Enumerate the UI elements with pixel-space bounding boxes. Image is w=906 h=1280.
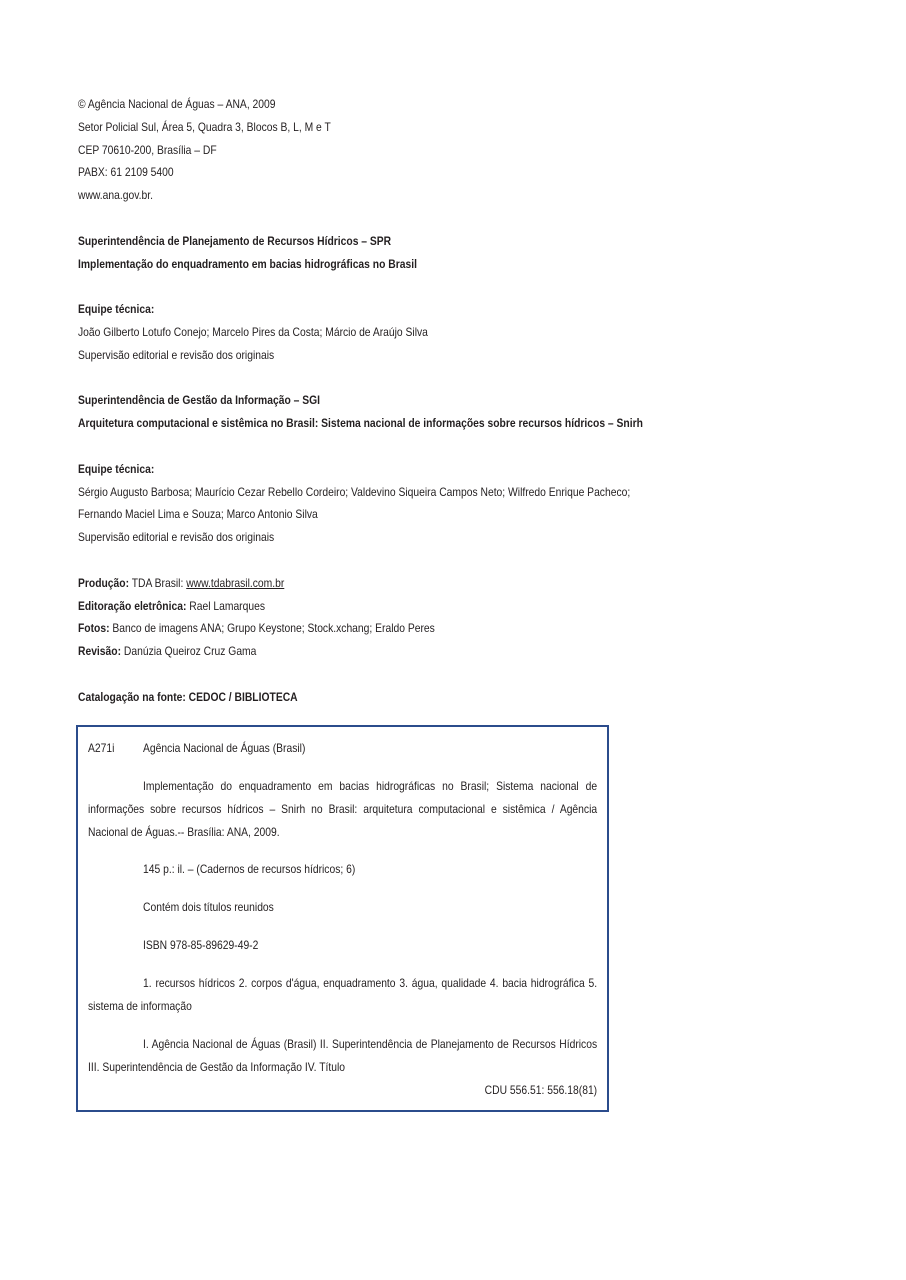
cataloging-header-row bbox=[88, 737, 597, 760]
spr-team-label: Equipe técnica: bbox=[78, 302, 155, 317]
cep-line: CEP 70610-200, Brasília – DF bbox=[78, 142, 217, 157]
spr-subtitle: Implementação do enquadramento em bacias hidrográficas no Brasil bbox=[78, 256, 417, 271]
cataloging-subjects: 1. recursos hídricos 2. corpos d'água, enquadramento 3. água, qualidade 4. bacia hidrográfica 5. sistema de informação bbox=[88, 976, 598, 1013]
sgi-team-line1: Sérgio Augusto Barbosa; Maurício Cezar Rebello Cordeiro; Valdevino Siqueira Campos Neto; Wilfredo Enrique Pacheco; bbox=[78, 484, 631, 499]
credits-page bbox=[78, 93, 838, 709]
copyright-line: © Agência Nacional de Águas – ANA, 2009 bbox=[78, 97, 276, 111]
editing-label: Editoração eletrônica: bbox=[78, 598, 187, 613]
photos-line bbox=[78, 617, 732, 640]
cataloging-secondary: I. Agência Nacional de Águas (Brasil) II. Superintendência de Planejamento de Recursos Hídricos III. Superintendência de Gestão da Informação IV. Título bbox=[88, 1037, 598, 1074]
editing-value: Rael Lamarques bbox=[189, 598, 266, 613]
cataloging-pages: 145 p.: il. – (Cadernos de recursos hídricos; 6) bbox=[143, 862, 356, 876]
spr-team: João Gilberto Lotufo Conejo; Marcelo Pires da Costa; Márcio de Araújo Silva bbox=[78, 324, 428, 339]
cataloging-pages-block bbox=[88, 858, 597, 881]
cataloging-cdu: CDU 556.51: 556.18(81) bbox=[484, 1083, 598, 1097]
photos-value: Banco de imagens ANA; Grupo Keystone; Stock.xchang; Eraldo Peres bbox=[112, 621, 435, 636]
cataloging-author: Agência Nacional de Águas (Brasil) bbox=[143, 741, 306, 755]
cataloging-title-entry: Implementação do enquadramento em bacias hidrográficas no Brasil; Sistema nacional de informações sobre recursos hídricos – Snirh no Brasil: arquitetura computacional e sistêmica / Agência Nacional de Águas.-- Brasília: ANA, 2009. bbox=[88, 779, 598, 839]
sgi-supervision: Supervisão editorial e revisão dos originais bbox=[78, 530, 275, 545]
spr-title: Superintendência de Planejamento de Recursos Hídricos – SPR bbox=[78, 233, 392, 248]
production-value: TDA Brasil: bbox=[131, 575, 187, 590]
pabx-line: PABX: 61 2109 5400 bbox=[78, 165, 174, 180]
production-line bbox=[78, 572, 732, 595]
editing-line bbox=[78, 595, 732, 618]
review-value: Danúzia Queiroz Cruz Gama bbox=[123, 644, 257, 659]
sgi-title: Superintendência de Gestão da Informação – SGI bbox=[78, 393, 321, 408]
review-line bbox=[78, 640, 732, 663]
cataloging-secondary-block bbox=[88, 1033, 597, 1079]
cataloging-cdu-block bbox=[88, 1079, 597, 1102]
production-label: Produção: bbox=[78, 575, 130, 590]
cataloging-note-block bbox=[88, 896, 597, 919]
cataloging-title-entry-block bbox=[88, 775, 597, 843]
cataloging-subjects-block bbox=[88, 972, 597, 1018]
photos-label: Fotos: bbox=[78, 621, 110, 636]
cataloging-note: Contém dois títulos reunidos bbox=[143, 900, 274, 914]
spr-supervision: Supervisão editorial e revisão dos originais bbox=[78, 347, 275, 362]
cataloging-heading: Catalogação na fonte: CEDOC / BIBLIOTECA bbox=[78, 689, 298, 704]
cataloging-isbn-block bbox=[88, 934, 597, 957]
address-line: Setor Policial Sul, Área 5, Quadra 3, Blocos B, L, M e T bbox=[78, 119, 331, 134]
review-label: Revisão: bbox=[78, 644, 122, 659]
sgi-team-line2: Fernando Maciel Lima e Souza; Marco Antonio Silva bbox=[78, 507, 318, 522]
sgi-team-label: Equipe técnica: bbox=[78, 461, 155, 476]
production-link[interactable]: www.tdabrasil.com.br bbox=[186, 575, 285, 590]
sgi-subtitle: Arquitetura computacional e sistêmica no Brasil: Sistema nacional de informações sobre recursos hídricos – Snirh bbox=[78, 416, 643, 431]
cataloging-isbn: ISBN 978-85-89629-49-2 bbox=[143, 938, 259, 952]
call-number: A271i bbox=[88, 741, 115, 755]
website-line: www.ana.gov.br. bbox=[78, 188, 153, 203]
